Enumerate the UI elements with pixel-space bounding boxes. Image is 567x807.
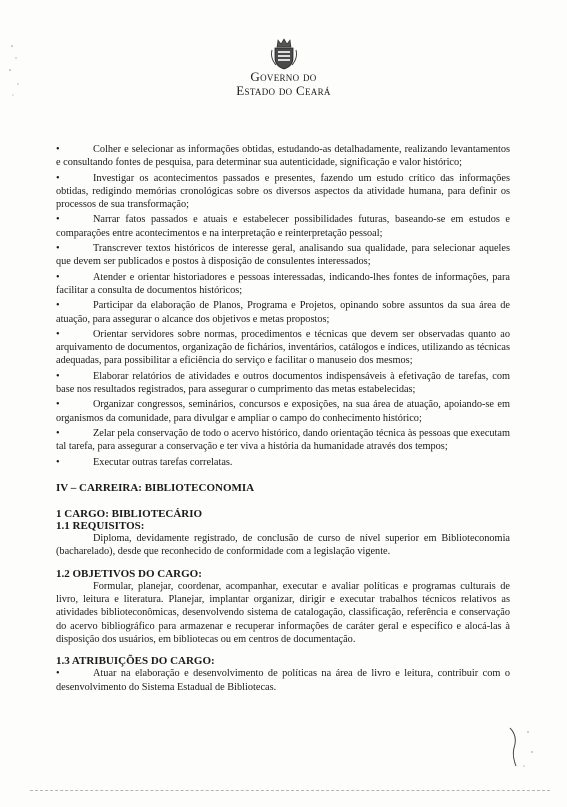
state-crest-icon <box>267 36 301 70</box>
list-item: • Orientar servidores sobre normas, procedimentos e técnicas que devem ser observadas quanto ao arquivamento de documentos, organização de fichários, inventários, catálogos e índices, utilizando as técnicas adequadas, para possibilitar a eficiência do serviço e facilitar o manuseio dos mesmos; <box>56 328 510 368</box>
attributions-list <box>56 143 510 469</box>
government-line-1: Governo do <box>250 69 317 84</box>
list-item: • Executar outras tarefas correlatas. <box>56 456 510 469</box>
atribuicoes-title: 1.3 ATRIBUIÇÕES DO CARGO: <box>56 655 215 668</box>
document-header <box>0 36 567 98</box>
atribuicoes-list <box>56 667 510 694</box>
cargo-title: 1 CARGO: BIBLIOTECÁRIO <box>56 508 203 521</box>
list-item: • Atuar na elaboração e desenvolvimento de políticas na área de livro e leitura, contribuir com o desenvolvimento do Sistema Estadual de Bibliotecas. <box>56 667 510 694</box>
list-item: • Atender e orientar historiadores e pessoas interessadas, indicando-lhes fontes de informações, para facilitar a consulta de documentos históricos; <box>56 271 510 298</box>
objetivos-text: Formular, planejar, coordenar, acompanhar, executar e avaliar políticas e programas culturais de livro, leitura e literatura. Planejar, implantar organizar, dirigir e executar trabalhos técnicos relativos as atividades biblioteconômicas, desenvolvendo sistema de catalogação, classificação, referência e conservação do acervo bibliográfico para armazenar e recuperar informações de caráter geral e específico e alocá-las à disposição dos usuários, em bibliotecas ou em centros de documentação. <box>56 580 510 645</box>
handwritten-mark <box>498 722 538 772</box>
list-item: • Colher e selecionar as informações obtidas, estudando-as detalhadamente, realizando levantamentos e consultando fontes de pesquisa, para determinar sua autenticidade, significação e valor histórico; <box>56 143 510 170</box>
list-item: • Elaborar relatórios de atividades e outros documentos indispensáveis à efetivação de tarefas, com base nos resultados registrados, para assegurar o cumprimento das metas estabelecidas; <box>56 370 510 397</box>
requisitos-text: Diploma, devidamente registrado, de conclusão de curso de nível superior em Biblioteconomia (bacharelado), desde que reconhecido de conformidade com a legislação vigente. <box>56 533 510 558</box>
list-item: • Participar da elaboração de Planos, Programa e Projetos, opinando sobre assuntos da sua área de atuação, para assegurar o alcance dos objetivos e metas propostos; <box>56 299 510 326</box>
list-item: • Organizar congressos, seminários, concursos e exposições, na sua área de atuação, apoiando-se em organismos da comunidade, para divulgar e ampliar o campo do conhecimento histórico; <box>56 398 510 425</box>
list-item: • Investigar os acontecimentos passados e presentes, fazendo um estudo crítico das informações obtidas, redigindo memórias cronológicas sobre os diversos aspectos da atividade humana, para definir os processos de sua transformação; <box>56 172 510 212</box>
list-item: • Transcrever textos históricos de interesse geral, analisando sua qualidade, para selecionar aqueles que devem ser publicados e postos à disposição de consulentes interessados; <box>56 242 510 269</box>
requisitos-title: 1.1 REQUISITOS: <box>56 520 145 533</box>
list-item: • Zelar pela conservação de todo o acervo histórico, dando orientação técnica às pessoas que executam tal tarefa, para assegurar a conservação e ter viva a história da humanidade através dos tempos; <box>56 427 510 454</box>
document-body <box>56 143 510 696</box>
section-title: IV – CARREIRA: BIBLIOTECONOMIA <box>56 481 255 494</box>
page-footer-rule <box>30 790 550 791</box>
objetivos-title: 1.2 OBJETIVOS DO CARGO: <box>56 567 202 580</box>
list-item: • Narrar fatos passados e atuais e estabelecer possibilidades futuras, baseando-se em estudos e comparações entre acontecimentos e na interpretação e reinterpretação pessoal; <box>56 213 510 240</box>
government-line-2: Estado do Ceará <box>236 83 331 98</box>
